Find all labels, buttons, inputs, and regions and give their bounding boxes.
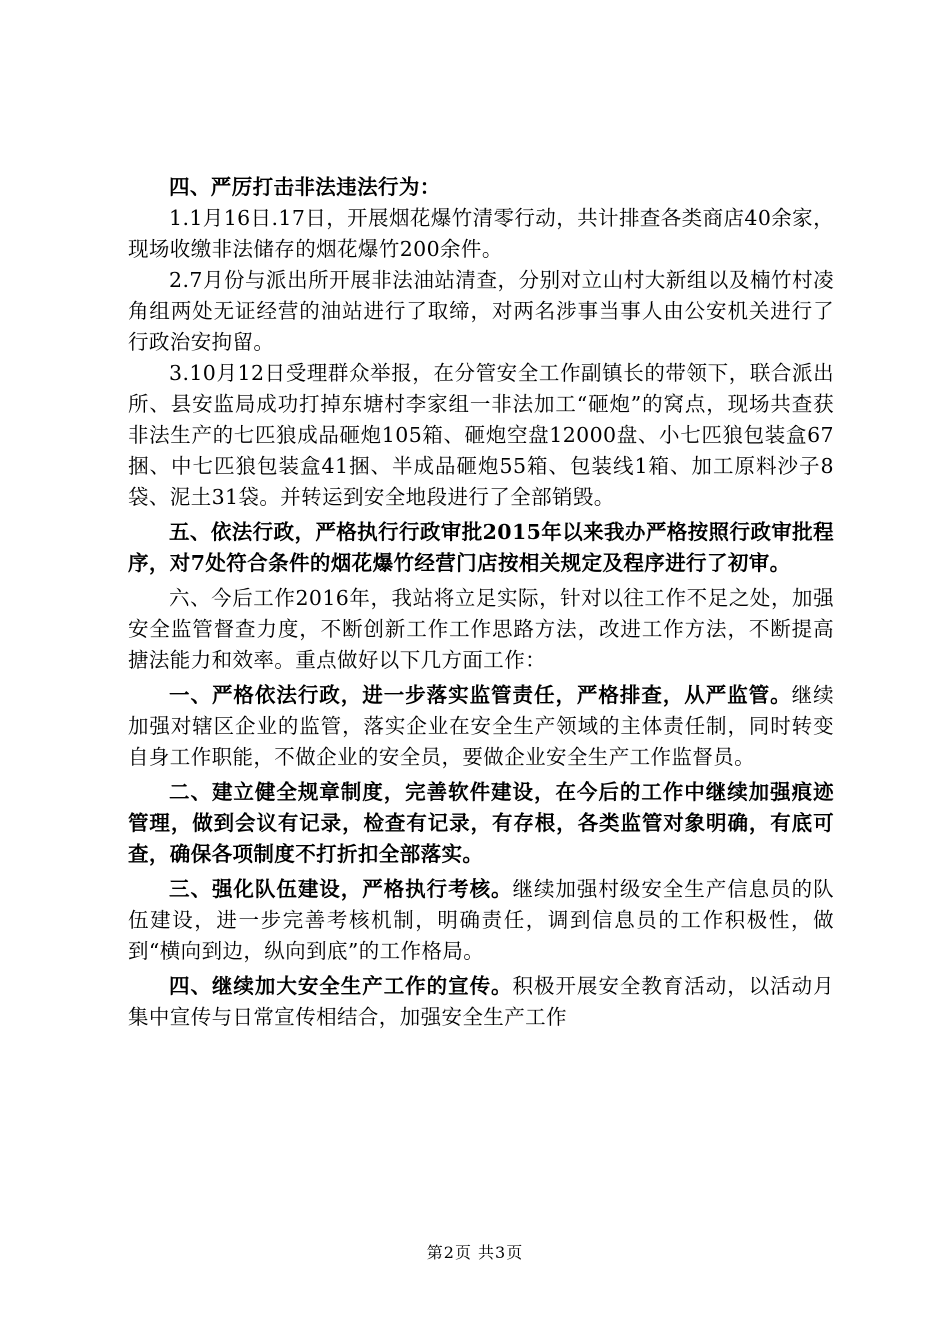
paragraph-future-work (128, 583, 834, 676)
paragraph-fireworks-cleanup (128, 203, 834, 265)
paragraph-illegal-workshop (128, 358, 834, 513)
paragraph-text: 五、依法行政，严格执行行政审批2015年以来我办严格按照行政审批程序，对7处符合条件的烟花爆竹经营门店按相关规定及程序进行了初审。 (128, 520, 834, 575)
section-heading-administration (128, 517, 834, 579)
paragraph-text: 四、严厉打击非法违法行为： (169, 175, 441, 199)
paragraph-text: 1.1月16日.17日，开展烟花爆竹清零行动，共计排查各类商店40余家，现场收缴非法储存的烟花爆竹200余件。 (128, 206, 834, 261)
paragraph-text: 继续加强村级安全生产信息员的队伍建设，进一步完善考核机制，明确责任，调到信息员的工作积极性，做到“横向到边，纵向到底”的工作格局。 (128, 877, 834, 963)
paragraph-text: 继续加强对辖区企业的监管，落实企业在安全生产领域的主体责任制，同时转变自身工作职能，不做企业的安全员，要做企业安全生产工作监督员。 (128, 683, 834, 769)
page-number-footer: 第2页 共3页 (426, 1243, 524, 1262)
paragraph-publicity (128, 971, 834, 1033)
paragraph-text: 六、今后工作2016年，我站将立足实际，针对以往工作不足之处，加强安全监管督查力度，不断创新工作工作思路方法，改进工作方法，不断提高搪法能力和效率。重点做好以下几方面工作： (128, 586, 834, 672)
paragraph-text: 2.7月份与派出所开展非法油站清查，分别对立山村大新组以及楠竹村凌角组两处无证经营的油站进行了取缔，对两名涉事当事人由公安机关进行了行政治安拘留。 (128, 268, 834, 354)
paragraph-bold-lead: 二、建立健全规章制度，完善软件建设，在今后的工作中继续加强痕迹管理，做到会议有记录，检查有记录，有存根，各类监管对象明确，有底可查，确保各项制度不打折扣全部落实。 (128, 780, 834, 866)
paragraph-text: 3.10月12日受理群众举报，在分管安全工作副镇长的带领下，联合派出所、县安监局成功打掉东塘村李家组一非法加工“砸炮”的窝点，现场共查获非法生产的七匹狼成品砸炮105箱、砸炮空盘12000盘、小七匹狼包装盒67捆、中七匹狼包装盒41捆、半成品砸炮55箱、包装线1箱、加工原料沙子8袋、泥土31袋。并转运到安全地段进行了全部销毁。 (128, 361, 834, 509)
paragraph-rules-system (128, 777, 834, 870)
paragraph-text: 积极开展安全教育活动，以活动月集中宣传与日常宣传相结合，加强安全生产工作 (128, 974, 834, 1029)
paragraph-bold-lead: 三、强化队伍建设，严格执行考核。 (169, 877, 513, 901)
section-heading-crackdown (128, 172, 834, 203)
paragraph-bold-lead: 一、严格依法行政，进一步落实监管责任，严格排查，从严监管。 (169, 683, 792, 707)
paragraph-oil-station-cleanup (128, 265, 834, 358)
paragraph-strict-supervision (128, 680, 834, 773)
paragraph-team-building (128, 874, 834, 967)
paragraph-bold-lead: 四、继续加大安全生产工作的宣传。 (169, 974, 513, 998)
document-body (128, 172, 834, 1033)
